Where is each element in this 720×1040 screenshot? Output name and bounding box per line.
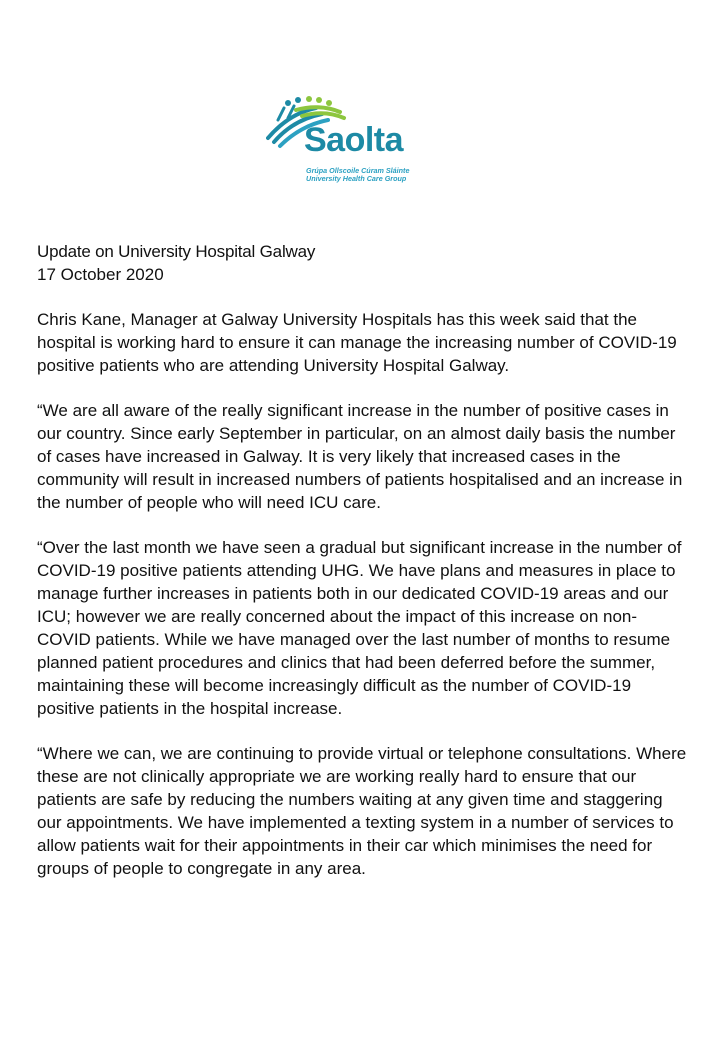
document-title: Update on University Hospital Galway [37, 242, 316, 261]
paragraph-4: “Where we can, we are continuing to provide virtual or telephone consultations. Where these are not clinically appropriate we are working really hard to ensure that our patients are safe by reducing the numbers waiting at any given time and staggering our appointments. We have implemented a texting system in a number of services to allow patients wait for their appointments in their car which minimises the need for groups of people to congregate in any area. [37, 744, 687, 878]
logo-subtitle-irish: Grúpa Ollscoile Cúram Sláinte [306, 166, 410, 175]
paragraph-3: “Over the last month we have seen a gradual but significant increase in the number of COVID-19 positive patients attending UHG. We have plans and measures in place to manage further increases in patients both in our dedicated COVID-19 areas and our ICU; however we are really concerned about the impact of this increase on non-COVID patients. While we have managed over the last number of months to resume planned patient procedures and clinics that had been deferred before the summer, maintaining these will become increasingly difficult as the number of COVID-19 positive patients in the hospital increase. [37, 538, 682, 718]
document-date: 17 October 2020 [37, 265, 164, 284]
paragraph-2: “We are all aware of the really significant increase in the number of positive cases in our country. Since early September in particular, on an almost daily basis the number of cases have increased in Galway. It is very likely that increased cases in the community will result in increased numbers of patients hospitalised and an increase in the number of people who will need ICU care. [37, 401, 683, 512]
logo-subtitle-english: University Health Care Group [306, 174, 407, 183]
logo-wordmark: Saolta [304, 121, 404, 159]
paragraph-1: Chris Kane, Manager at Galway University Hospitals has this week said that the hospital is working hard to ensure it can manage the increasing number of COVID-19 positive patients who are attending University Hospital Galway. [37, 310, 677, 375]
document-body [37, 240, 687, 880]
saolta-logo [266, 94, 416, 186]
